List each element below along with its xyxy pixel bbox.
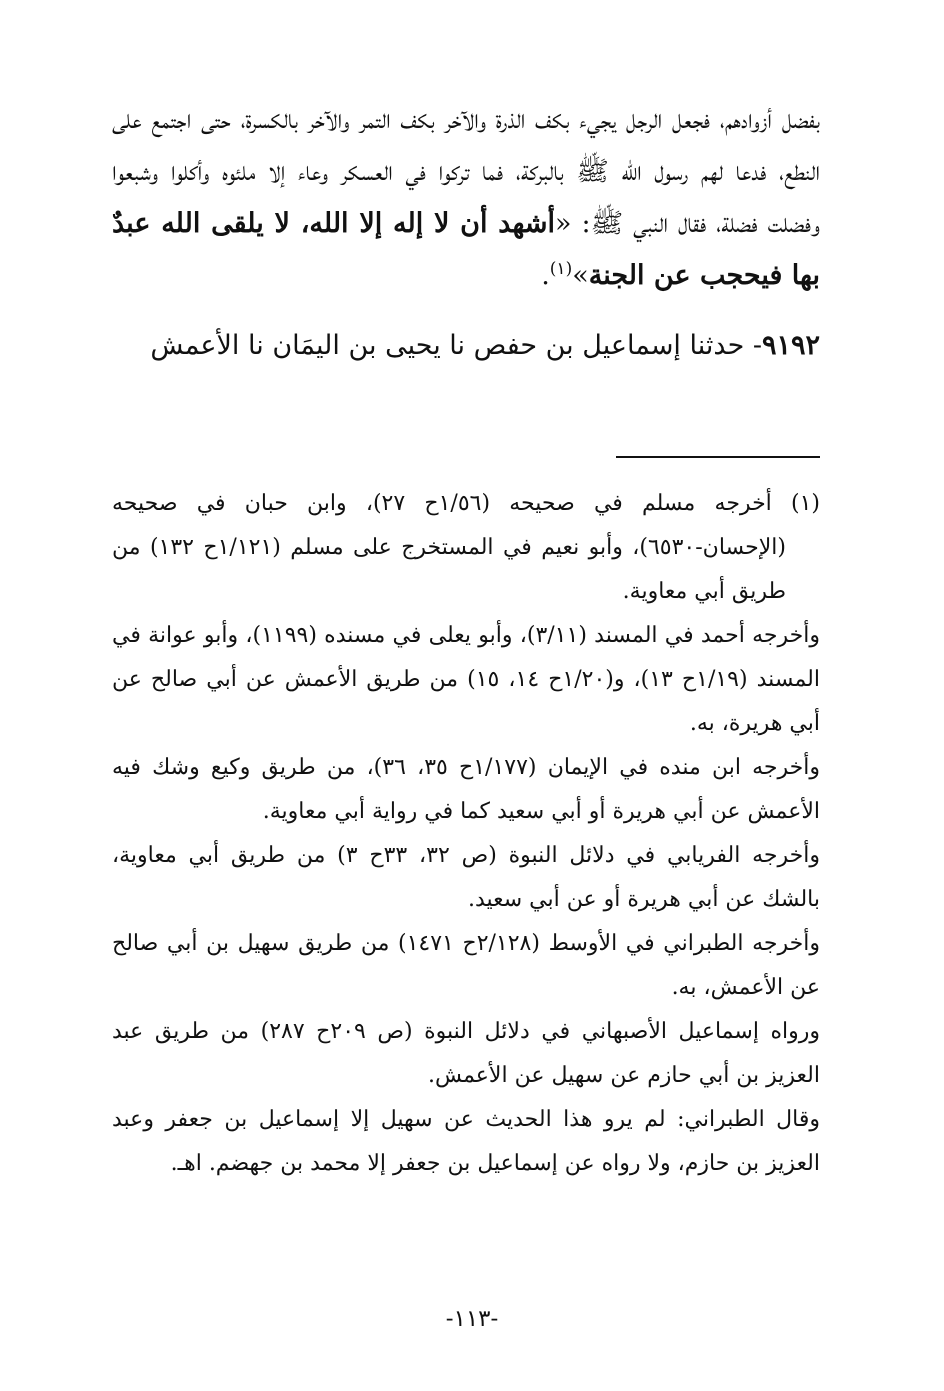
footnotes bbox=[112, 482, 820, 1186]
hadith-paragraph bbox=[112, 320, 820, 372]
footnote-1-tabarani-comment: وقال الطبراني: لم يرو هذا الحديث عن سهيل إلا إسماعيل بن جعفر وعبد العزيز بن حازم، ولا رواه عن إسماعيل بن جعفر إلا محمد بن جهضم. اهـ. bbox=[112, 1107, 820, 1176]
footnote-1-ibn-mandah: وأخرجه ابن منده في الإيمان (١/١٧٧ح ٣٥، ٣٦)، من طريق وكيع وشك فيه الأعمش عن أبي هريرة أو أبي سعيد كما في رواية أبي معاوية. bbox=[112, 755, 820, 824]
narration-paragraph bbox=[112, 94, 820, 302]
footnote-1-ahmad: وأخرجه أحمد في المسند (٣/١١)، وأبو يعلى في مسنده (١١٩٩)، وأبو عوانة في المسند (١/١٩ح ١٣)، و(١/٢٠ح ١٤، ١٥) من طريق الأعمش عن أبي صالح عن أبي هريرة، به. bbox=[112, 623, 820, 736]
footnote-1-asbahani: ورواه إسماعيل الأصبهاني في دلائل النبوة (ص ٢٠٩ح ٢٨٧) من طريق عبد العزيز بن أبي حازم عن سهيل عن الأعمش. bbox=[112, 1019, 820, 1088]
footnote-1-tabarani: وأخرجه الطبراني في الأوسط (٢/١٢٨ح ١٤٧١) من طريق سهيل بن أبي صالح عن الأعمش، به. bbox=[112, 931, 820, 1000]
hadith-number: ٩١٩٢ bbox=[761, 330, 820, 361]
hadith-text: - حدثنا إسماعيل بن حفص نا يحيى بن اليمَان نا الأعمش bbox=[150, 330, 762, 361]
footnote-1: (١) أخرجه مسلم في صحيحه (١/٥٦ح ٢٧)، وابن حبان في صحيحه (الإحسان-٦٥٣٠)، وأبو نعيم في المستخرج على مسلم (١/١٢١ح ١٣٢) من طريق أبي معاوية. bbox=[112, 491, 820, 604]
hadith-quote: أشهد أن لا إله إلا الله، لا يلقى الله عبدٌ بها فيحجب عن الجنة bbox=[112, 208, 820, 291]
footnote-marker: (١) bbox=[549, 259, 573, 279]
quote-close: » bbox=[572, 260, 589, 291]
footnote-1-firyabi: وأخرجه الفريابي في دلائل النبوة (ص ٣٢، ٣٣ح ٣) من طريق أبي معاوية، بالشك عن أبي هريرة أو عن أبي سعيد. bbox=[112, 843, 820, 912]
main-text bbox=[112, 94, 820, 372]
footnote-divider bbox=[616, 456, 820, 458]
page-number: -١١٣- bbox=[445, 1306, 499, 1332]
period: . bbox=[541, 260, 550, 291]
narration-text: بفضل أزوادهم، فجعل الرجل يجيء بكف الذرة والآخر بكف التمر والآخر بالكسرة، حتى اجتمع على النطع، فدعا لهم رسول الله ﷺ بالبركة، فما تركوا في العسكر وعاء إلا ملئوه وأكلوا وشبعوا وفضلت فضلة، فقال النبي ﷺ: « bbox=[112, 104, 820, 239]
